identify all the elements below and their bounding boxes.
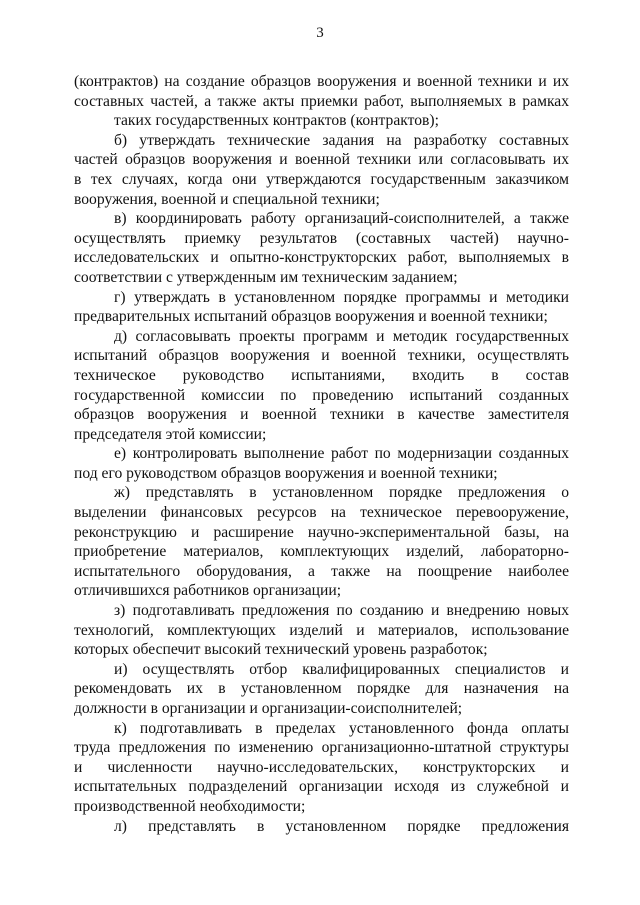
document-body <box>74 72 569 836</box>
paragraph-item-z <box>74 601 569 660</box>
text-line: которых обеспечит высокий технический уровень разработок; <box>74 641 488 659</box>
text-line: должности в организации и организации-соисполнителей; <box>74 700 463 717</box>
text-line: труда предложения по изменению организационно-штатной структуры <box>74 739 569 757</box>
text-line: испытаний образцов вооружения и военной техники, осуществлять <box>74 347 569 365</box>
text-line: исследовательских и опытно-конструкторских работ, выполняемых в <box>74 249 569 267</box>
text-line: в тех случаях, когда они утверждаются государственным заказчиком <box>74 170 569 188</box>
text-line: е) контролировать выполнение работ по модернизации созданных <box>114 445 569 463</box>
text-line: вооружения, военной и специальной техники; <box>74 190 380 208</box>
page-number: 3 <box>316 25 324 41</box>
text-line: составных частей, а также акты приемки работ, выполняемых в рамках <box>74 92 569 110</box>
text-line: государственной комиссии по проведению испытаний созданных <box>74 386 569 404</box>
text-line: техническое руководство испытаниями, входить в состав <box>74 366 569 384</box>
paragraph-item-l <box>74 817 569 837</box>
text-line: з) подготавливать предложения по созданию и внедрению новых <box>114 602 569 620</box>
text-line: и численности научно-исследовательских, конструкторских и <box>74 758 569 776</box>
text-line: соответствии с утвержденным им техническим заданием; <box>74 268 458 286</box>
text-line: производственной необходимости; <box>74 797 306 815</box>
text-line: и) осуществлять отбор квалифицированных специалистов и <box>114 660 569 678</box>
text-line: г) утверждать в установленном порядке программы и методики <box>114 288 569 306</box>
text-line: реконструкцию и расширение научно-экспериментальной базы, на <box>74 523 569 541</box>
text-line: рекомендовать их в установленном порядке для назначения на <box>74 680 569 698</box>
text-line: (контрактов) на создание образцов вооружения и военной техники и их <box>74 73 569 90</box>
text-line: испытательных подразделений организации исходя из служебной и <box>74 778 569 796</box>
text-line: испытательного оборудования, а также на поощрение наиболее <box>74 562 569 580</box>
text-line: предварительных испытаний образцов вооружения и военной техники; <box>74 308 548 326</box>
paragraph-item-e <box>74 444 569 483</box>
text-line: приобретение материалов, комплектующих изделий, лабораторно- <box>74 543 569 561</box>
text-line: в) координировать работу организаций-соисполнителей, а также <box>114 210 569 228</box>
text-line: технологий, комплектующих изделий и материалов, использование <box>74 621 569 639</box>
paragraph-item-zh <box>74 483 569 601</box>
text-line: таких государственных контрактов (контрактов); <box>114 112 439 130</box>
text-line: председателя этой комиссии; <box>74 425 267 443</box>
text-line: выделении финансовых ресурсов на техническое перевооружение, <box>74 504 569 522</box>
text-line: образцов вооружения и военной техники в качестве заместителя <box>74 406 569 424</box>
text-line: осуществлять приемку результатов (составных частей) научно- <box>74 229 569 247</box>
text-line: л) представлять в установленном порядке предложения <box>114 817 569 835</box>
paragraph-continuation <box>74 72 569 131</box>
text-line: отличившихся работников организации; <box>74 582 342 600</box>
text-line: к) подготавливать в пределах установленного фонда оплаты <box>114 719 569 737</box>
paragraph-item-k <box>74 719 569 817</box>
paragraph-item-i <box>74 660 569 719</box>
text-line: ж) представлять в установленном порядке предложения о <box>114 484 569 502</box>
paragraph-item-d <box>74 327 569 445</box>
paragraph-item-v <box>74 209 569 287</box>
text-line: под его руководством образцов вооружения и военной техники; <box>74 464 498 482</box>
text-line: д) согласовывать проекты программ и методик государственных <box>114 327 569 345</box>
text-line: б) утверждать технические задания на разработку составных <box>114 131 569 149</box>
paragraph-item-b <box>74 131 569 209</box>
paragraph-item-g <box>74 288 569 327</box>
text-line: частей образцов вооружения и военной техники или согласовывать их <box>74 151 569 169</box>
